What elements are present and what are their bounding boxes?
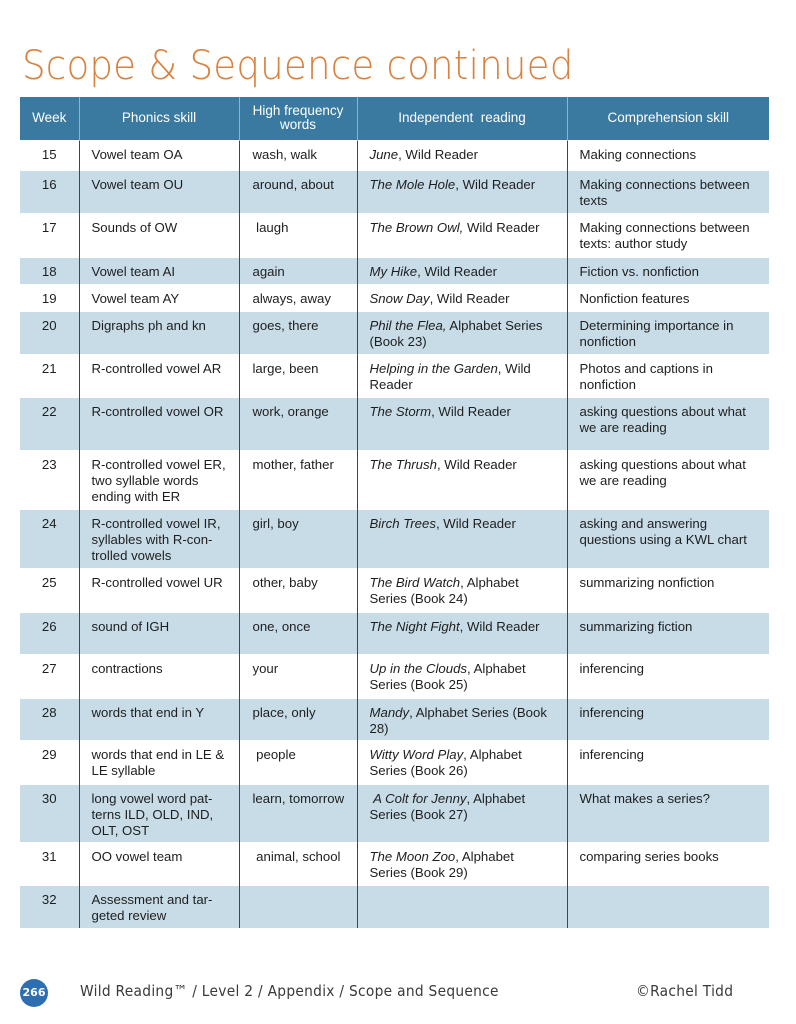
book-title: Witty Word Play (369, 746, 464, 762)
cell-comprehension-skill (567, 885, 769, 928)
book-title: A Colt for Jenny (369, 790, 467, 806)
cell-independent-reading (357, 842, 567, 885)
cell-comprehension-skill: inferencing (567, 740, 769, 784)
table-row (20, 284, 769, 311)
cell-phonics-skill: R-controlled vowel IR, syllables with R-con-trolled vowels (79, 509, 239, 568)
cell-phonics-skill: Sounds of OW (79, 213, 239, 257)
cell-independent-reading (357, 450, 567, 509)
cell-phonics-skill: Vowel team OU (79, 170, 239, 213)
cell-independent-reading (357, 784, 567, 842)
cell-high-frequency-words: learn, tomorrow (239, 784, 357, 842)
book-source: , Alphabet Series (Book 27) (369, 790, 526, 822)
header-phonics-skill: Phonics skill (79, 97, 239, 140)
cell-week: 23 (20, 450, 79, 509)
cell-high-frequency-words: girl, boy (239, 509, 357, 568)
book-source: , Alphabet Series (Book 25) (369, 660, 526, 692)
cell-high-frequency-words: place, only (239, 698, 357, 740)
table-row (20, 213, 769, 257)
cell-comprehension-skill: summarizing fiction (567, 612, 769, 654)
book-source: , Alphabet Series (Book 24) (369, 574, 519, 606)
book-source: , Wild Reader (398, 146, 478, 162)
cell-week: 30 (20, 784, 79, 842)
table-row (20, 698, 769, 740)
book-source: , Wild Reader (435, 515, 516, 531)
cell-independent-reading (357, 698, 567, 740)
book-title: The Storm (369, 403, 432, 419)
cell-comprehension-skill: Making connections between texts: author study (567, 213, 769, 257)
cell-phonics-skill: words that end in LE & LE syllable (79, 740, 239, 784)
table-body (20, 140, 769, 928)
book-source: , Wild Reader (417, 263, 498, 279)
cell-high-frequency-words: other, baby (239, 568, 357, 612)
table-header-row (20, 97, 769, 140)
cell-week: 26 (20, 612, 79, 654)
page-title: Scope & Sequence continued (22, 43, 574, 89)
table-row (20, 170, 769, 213)
table-row (20, 740, 769, 784)
cell-phonics-skill: R-controlled vowel UR (79, 568, 239, 612)
cell-comprehension-skill: asking and answering questions using a KWL chart (567, 509, 769, 568)
cell-comprehension-skill: Photos and captions in nonfiction (567, 354, 769, 397)
cell-phonics-skill: R-controlled vowel OR (79, 397, 239, 450)
cell-comprehension-skill: summarizing nonfiction (567, 568, 769, 612)
cell-comprehension-skill: Making connections (567, 140, 769, 170)
cell-independent-reading (357, 257, 567, 284)
book-title: The Bird Watch (369, 574, 461, 590)
copyright: ©Rachel Tidd (636, 982, 734, 1000)
cell-comprehension-skill: comparing series books (567, 842, 769, 885)
cell-phonics-skill: OO vowel team (79, 842, 239, 885)
book-source: , Alphabet Series (Book 28) (369, 704, 547, 736)
cell-independent-reading (357, 170, 567, 213)
cell-high-frequency-words: work, orange (239, 397, 357, 450)
book-source: , Wild Reader (459, 618, 540, 634)
cell-phonics-skill: Digraphs ph and kn (79, 311, 239, 354)
table-row (20, 612, 769, 654)
scope-sequence-table (20, 97, 769, 928)
book-title: The Night Fight (369, 618, 460, 634)
breadcrumb: Wild Reading™ / Level 2 / Appendix / Scope and Sequence (80, 982, 499, 1000)
cell-comprehension-skill: inferencing (567, 698, 769, 740)
header-high-frequency-words: High frequency words (239, 97, 357, 140)
book-title: The Brown Owl, (369, 219, 464, 235)
table-row (20, 509, 769, 568)
cell-high-frequency-words: animal, school (239, 842, 357, 885)
cell-week: 17 (20, 213, 79, 257)
book-title: Phil the Flea, (369, 317, 447, 333)
cell-independent-reading (357, 213, 567, 257)
cell-phonics-skill: R-controlled vowel ER, two syllable words ending with ER (79, 450, 239, 509)
cell-comprehension-skill: asking questions about what we are reading (567, 450, 769, 509)
table-row (20, 140, 769, 170)
cell-phonics-skill: Vowel team OA (79, 140, 239, 170)
cell-phonics-skill: contractions (79, 654, 239, 698)
table-row (20, 397, 769, 450)
cell-comprehension-skill: What makes a series? (567, 784, 769, 842)
book-title: Snow Day (369, 290, 430, 306)
cell-high-frequency-words: laugh (239, 213, 357, 257)
cell-comprehension-skill: asking questions about what we are reading (567, 397, 769, 450)
cell-high-frequency-words: mother, father (239, 450, 357, 509)
cell-phonics-skill: R-controlled vowel AR (79, 354, 239, 397)
cell-phonics-skill: Vowel team AY (79, 284, 239, 311)
cell-week: 24 (20, 509, 79, 568)
cell-high-frequency-words: again (239, 257, 357, 284)
cell-week: 31 (20, 842, 79, 885)
table-row (20, 568, 769, 612)
book-title: My Hike (369, 263, 418, 279)
book-source: , Wild Reader (455, 176, 536, 192)
cell-independent-reading (357, 885, 567, 928)
cell-high-frequency-words: your (239, 654, 357, 698)
table-row (20, 354, 769, 397)
page-footer (0, 975, 796, 1007)
cell-high-frequency-words: people (239, 740, 357, 784)
book-source: Alphabet Series (Book 23) (369, 317, 543, 349)
page-number-badge: 266 (20, 979, 48, 1007)
cell-week: 27 (20, 654, 79, 698)
cell-week: 29 (20, 740, 79, 784)
cell-week: 16 (20, 170, 79, 213)
cell-comprehension-skill: Determining importance in nonfiction (567, 311, 769, 354)
cell-week: 15 (20, 140, 79, 170)
cell-week: 25 (20, 568, 79, 612)
cell-independent-reading (357, 740, 567, 784)
cell-week: 32 (20, 885, 79, 928)
book-title: The Moon Zoo (369, 848, 456, 864)
table-row (20, 784, 769, 842)
cell-comprehension-skill: Making connections between texts (567, 170, 769, 213)
cell-independent-reading (357, 612, 567, 654)
cell-week: 19 (20, 284, 79, 311)
cell-phonics-skill: Vowel team AI (79, 257, 239, 284)
book-source: , Alphabet Series (Book 29) (369, 848, 514, 880)
book-title: Helping in the Garden (369, 360, 498, 376)
book-title: The Thrush (369, 456, 437, 472)
cell-high-frequency-words: around, about (239, 170, 357, 213)
header-comprehension-skill: Comprehension skill (567, 97, 769, 140)
cell-independent-reading (357, 509, 567, 568)
cell-independent-reading (357, 397, 567, 450)
header-week: Week (20, 97, 79, 140)
book-source: , Alphabet Series (Book 26) (369, 746, 522, 778)
cell-week: 21 (20, 354, 79, 397)
book-source: , Wild Reader (429, 290, 510, 306)
cell-independent-reading (357, 284, 567, 311)
cell-high-frequency-words: wash, walk (239, 140, 357, 170)
cell-independent-reading (357, 311, 567, 354)
cell-high-frequency-words (239, 885, 357, 928)
cell-week: 22 (20, 397, 79, 450)
cell-week: 20 (20, 311, 79, 354)
table-row (20, 257, 769, 284)
cell-high-frequency-words: large, been (239, 354, 357, 397)
book-title: Mandy (369, 704, 410, 720)
book-title: June (369, 146, 399, 162)
cell-high-frequency-words: one, once (239, 612, 357, 654)
book-source: , Wild Reader (431, 403, 511, 419)
cell-week: 28 (20, 698, 79, 740)
cell-high-frequency-words: goes, there (239, 311, 357, 354)
cell-independent-reading (357, 354, 567, 397)
book-title: The Mole Hole (369, 176, 456, 192)
cell-independent-reading (357, 140, 567, 170)
table-row (20, 885, 769, 928)
cell-independent-reading (357, 654, 567, 698)
cell-comprehension-skill: Fiction vs. nonfiction (567, 257, 769, 284)
header-independent-reading: Independent reading (357, 97, 567, 140)
cell-phonics-skill: words that end in Y (79, 698, 239, 740)
book-title: Up in the Clouds (369, 660, 467, 676)
book-title: Birch Trees (369, 515, 436, 531)
book-source: , Wild Reader (436, 456, 517, 472)
cell-phonics-skill: long vowel word pat-terns ILD, OLD, IND, OLT, OST (79, 784, 239, 842)
cell-comprehension-skill: inferencing (567, 654, 769, 698)
cell-week: 18 (20, 257, 79, 284)
book-source: , Wild Reader (369, 360, 531, 392)
table-row (20, 450, 769, 509)
cell-independent-reading (357, 568, 567, 612)
cell-phonics-skill: Assessment and tar-geted review (79, 885, 239, 928)
cell-comprehension-skill: Nonfiction features (567, 284, 769, 311)
table-row (20, 311, 769, 354)
cell-phonics-skill: sound of IGH (79, 612, 239, 654)
table-row (20, 654, 769, 698)
cell-high-frequency-words: always, away (239, 284, 357, 311)
book-source: Wild Reader (463, 219, 540, 235)
table-row (20, 842, 769, 885)
